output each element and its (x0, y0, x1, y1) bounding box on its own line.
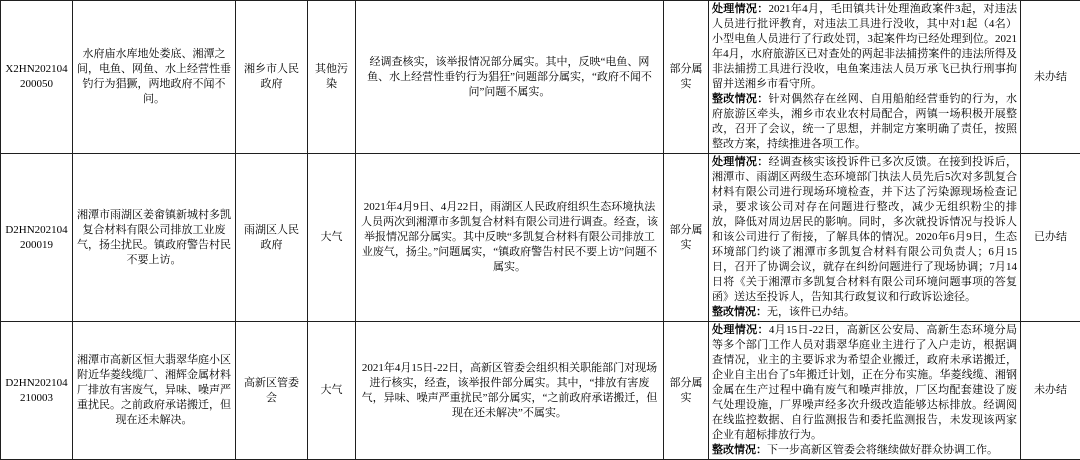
complaint-text: 水府庙水库地处娄底、湘潭之间，电鱼、网鱼、水上经营性垂钓行为猖獗，两地政府不闻不问。 (73, 1, 236, 154)
responsible-authority: 湘乡市人民政府 (236, 1, 308, 154)
case-id: X2HN202104200050 (1, 1, 73, 154)
investigation-result: 经调查核实，该举报情况部分属实。其中，反映“电鱼、网鱼、水上经营性垂钓行为猖狂”问题部分属实，“政府不闻不问”问题不属实。 (356, 1, 664, 154)
handling-cell (709, 322, 1021, 460)
rectify-text: 下一步高新区管委会将继续做好群众协调工作。 (767, 444, 998, 456)
rectify-text: 无，该件已办结。 (767, 306, 855, 318)
pollution-category: 其他污染 (308, 1, 356, 154)
handling-text: 4月15日-22日，高新区公安局、高新生态环境分局等多个部门工作人员对翡翠华庭业主进行了入户走访，根据调查情况，业主的主要诉求为希望企业搬迁，政府未承诺搬迁，企业自主出台了5年搬迁计划，正在分布实施。华菱线缆、湘钢金属在生产过程中确有废气和噪声排放，厂区均配套建设了废气处理设施，厂界噪声经多次升级改造能够达标排放。经调阅在线监控数据、自行监测报告和委托监测报告，未发现该两家企业有超标排放行为。 (712, 324, 1017, 441)
rectify-paragraph (712, 305, 1017, 320)
case-id: D2HN202104200019 (1, 154, 73, 322)
handling-paragraph (712, 2, 1017, 92)
table-row (1, 1, 1080, 154)
status-badge: 未办结 (1021, 1, 1080, 154)
handling-text: 经调查核实该投诉件已多次反馈。在接到投诉后，湘潭市、雨湖区两级生态环境部门执法人员先后5次对多凯复合材料有限公司进行现场环境检查，并下达了污染源现场检查记录，要求该公司对存在问题进行整改，减少无组织粉尘的排放，降低对周边居民的影响。同时，多次就投诉情况与投诉人和该公司进行了衔接，了解具体的情况。2020年6月9日，生态环境部门约谈了湘潭市多凯复合材料有限公司负责人；6月15日，召开了协调会议，就存在纠纷问题进行了现场协调；7月14日将《关于湘潭市多凯复合材料有限公司环境问题事项的答复函》送达至投诉人，告知其行政复议和行政诉讼途径。 (712, 156, 1017, 303)
pollution-category: 大气 (308, 322, 356, 460)
handling-label: 处理情况： (712, 3, 769, 15)
table-row (1, 322, 1080, 460)
verify-result: 部分属实 (664, 154, 709, 322)
handling-paragraph (712, 155, 1017, 305)
handling-cell (709, 154, 1021, 322)
case-id: D2HN202104210003 (1, 322, 73, 460)
complaint-text: 湘潭市雨湖区姜畲镇新城村多凯复合材料有限公司排放工业废气，扬尘扰民。镇政府警告村民不要上访。 (73, 154, 236, 322)
verify-result: 部分属实 (664, 322, 709, 460)
rectify-paragraph (712, 92, 1017, 152)
handling-label: 处理情况： (712, 324, 769, 336)
rectify-label: 整改情况： (712, 306, 767, 318)
complaint-text: 湘潭市高新区恒大翡翠华庭小区附近华菱线缆厂、湘辉金属材料厂排放有害废气，异味、噪声严重扰民。之前政府承诺搬迁，但现在还未解决。 (73, 322, 236, 460)
rectify-label: 整改情况： (712, 93, 769, 105)
rectify-text: 针对偶然存在丝网、自用船舶经营垂钓的行为，水府旅游区牵头，湘乡市农业农村局配合，两镇一场积极开展整改，召开了会议，统一了思想，并制定方案明确了责任，按照整改方案，持续推进各项工作。 (712, 93, 1017, 150)
responsible-authority: 高新区管委会 (236, 322, 308, 460)
handling-paragraph (712, 323, 1017, 443)
status-badge: 已办结 (1021, 154, 1080, 322)
handling-text: 2021年4月，毛田镇共计处理渔政案件3起，对违法人员进行批评教育，对违法工具进行没收，其中对1起（4名）小型电鱼人员进行了行政处罚，3起案件均已经处理到位。2021年4月，水府旅游区已对查处的两起非法捕捞案件的违法所得及非法捕捞工具进行没收，电鱼案违法人员万承飞已执行刑事拘留并送湘乡市看守所。 (712, 3, 1017, 90)
table-row (1, 154, 1080, 322)
status-badge: 未办结 (1021, 322, 1080, 460)
verify-result: 部分属实 (664, 1, 709, 154)
handling-label: 处理情况： (712, 156, 769, 168)
rectify-label: 整改情况： (712, 444, 767, 456)
responsible-authority: 雨湖区人民政府 (236, 154, 308, 322)
investigation-result: 2021年4月9日、4月22日，雨湖区人民政府组织生态环境执法人员两次到湘潭市多凯复合材料有限公司进行调查。经查，该举报情况部分属实。其中反映“多凯复合材料有限公司排放工业废气，扬尘。”问题属实，“镇政府警告村民不要上访”问题不属实。 (356, 154, 664, 322)
rectify-paragraph (712, 443, 1017, 458)
pollution-category: 大气 (308, 154, 356, 322)
handling-cell (709, 1, 1021, 154)
investigation-result: 2021年4月15日-22日，高新区管委会组织相关职能部门对现场进行核实，经查，该举报件部分属实。其中，“排放有害废气，异味、噪声严重扰民”部分属实，“之前政府承诺搬迁，但现在还未解决”不属实。 (356, 322, 664, 460)
